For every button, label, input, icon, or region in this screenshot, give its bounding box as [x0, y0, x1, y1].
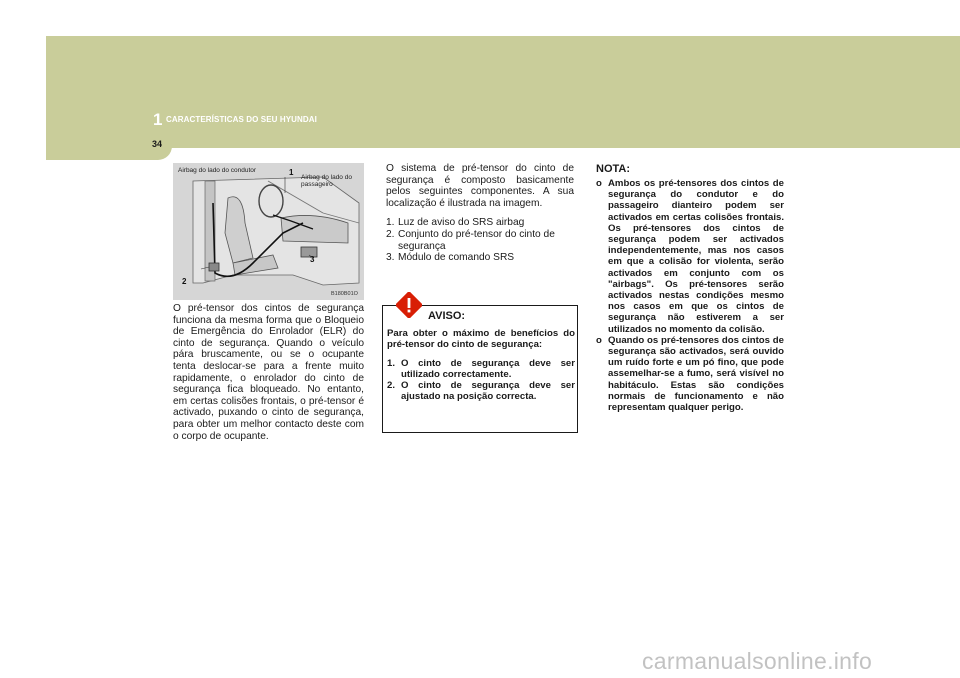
- callout-1: 1: [289, 168, 294, 177]
- image-code: B180B01O: [331, 291, 358, 297]
- warning-intro: Para obter o máximo de benefícios do pré-tensor do cinto de segurança:: [387, 328, 575, 350]
- pretensioner-description: O pré-tensor dos cintos de segurança funciona da mesma forma que o Bloqueio de Emergência do Enrolador (ELR) do cinto de segurança. Quando o veículo pára bruscamente, ou se o ocupante tenta deslocar-se para a frente muito rapidamente, o enrolador do cinto de segurança fica bloqueado. No entanto, em certas colisões frontais, o pré-tensor é activado, puxando o cinto de segurança, para obter um melhor contacto deste com o corpo de ocupante.: [173, 303, 364, 442]
- components-list: [386, 217, 574, 263]
- list-item: 2. O cinto de segurança deve ser ajustado na posição correcta.: [387, 380, 575, 402]
- list-item: o Ambos os pré-tensores dos cintos de segurança do condutor e do passageiro dianteiro podem ser activados em certas colisões frontais. Os pré-tensores dos cintos de segurança podem ser activados independentemente, mas nos casos em que a colisão for violenta, serão activados em conjunto com os "airbags". Os pré-tensores serão activados nestas condições mesmo nos casos em que os cintos de segurança não estiverem a ser utilizados no momento da colisão.: [596, 178, 784, 335]
- page-number: 34: [152, 139, 163, 149]
- chapter-number: 1: [153, 110, 163, 129]
- note-list: [596, 178, 784, 413]
- list-item: 2. Conjunto do pré-tensor do cinto de segurança: [386, 228, 555, 252]
- watermark: carmanualsonline.info: [642, 648, 873, 674]
- components-section: [386, 163, 574, 264]
- header-band: [46, 36, 960, 148]
- exclamation-warning-icon: [396, 292, 422, 318]
- components-intro: O sistema de pré-tensor do cinto de segurança é composto basicamente pelos seguintes componentes. A sua localização é ilustrada na imagem.: [386, 163, 574, 209]
- callout-2: 2: [182, 277, 187, 286]
- driver-airbag-label: Airbag do lado do condutor: [178, 167, 257, 174]
- warning-list: [387, 358, 575, 402]
- list-item: 1. O cinto de segurança deve ser utilizado correctamente.: [387, 358, 575, 380]
- note-title: NOTA:: [596, 163, 631, 175]
- passenger-airbag-label: Airbag do lado do passageiro: [301, 174, 352, 188]
- callout-3: 3: [310, 255, 315, 264]
- chapter-title: CARACTERÍSTICAS DO SEU HYUNDAI: [166, 115, 318, 124]
- warning-title: AVISO:: [428, 310, 466, 322]
- seatbelt-pretensioner-figure: [173, 163, 364, 300]
- warning-box: [382, 305, 578, 433]
- list-item: o Quando os pré-tensores dos cintos de segurança são activados, será ouvido um ruído forte e um pó fino, que pode assemelhar-se a fumo, será visível no habitáculo. Estas são condições normais de funcionamento e não representam qualquer perigo.: [596, 334, 784, 414]
- list-item: 3. Módulo de comando SRS: [386, 252, 515, 264]
- note-section: [596, 163, 784, 413]
- warning-body: [387, 328, 575, 402]
- list-item: 1. Luz de aviso do SRS airbag: [386, 217, 525, 229]
